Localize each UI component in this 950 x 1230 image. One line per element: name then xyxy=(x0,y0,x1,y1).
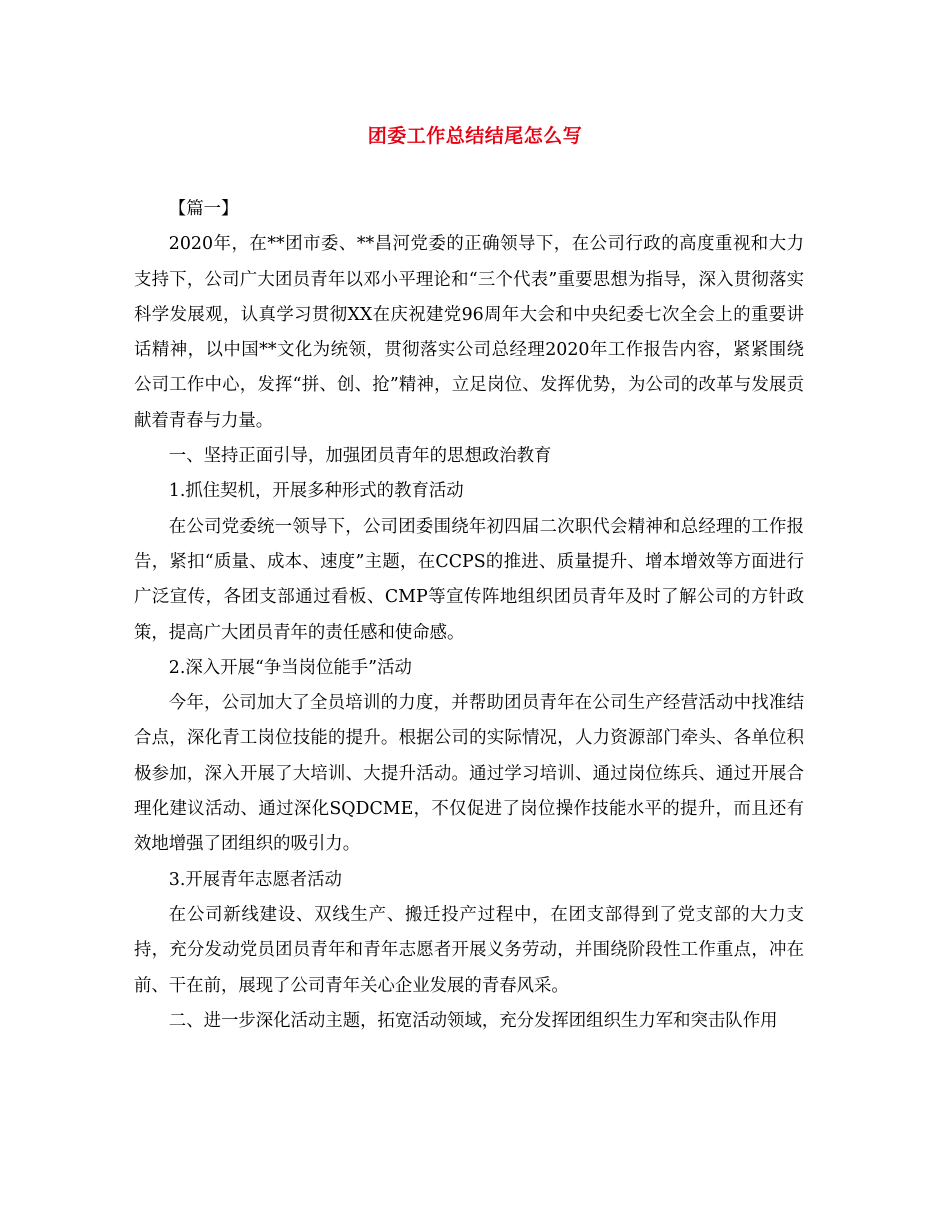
section-heading-part-one: 【篇一】 xyxy=(168,199,239,219)
body-paragraph: 在公司新线建设、双线生产、搬迁投产过程中，在团支部得到了党支部的大力支持，充分发动党员团员青年和青年志愿者开展义务劳动，并围绕阶段性工作重点，冲在前、干在前，展现了公司青年关心企业发展的青春风采。 xyxy=(134,904,804,996)
body-paragraph: 在公司党委统一领导下，公司团委围绕年初四届二次职代会精神和总经理的工作报告，紧扣“质量、成本、速度”主题，在CCPS的推进、质量提升、增本增效等方面进行广泛宣传，各团支部通过看板、CMP等宣传阵地组织团员青年及时了解公司的方针政策，提高广大团员青年的责任感和使命感。 xyxy=(134,516,804,643)
body-paragraph: 今年，公司加大了全员培训的力度，并帮助团员青年在公司生产经营活动中找准结合点，深化青工岗位技能的提升。根据公司的实际情况，人力资源部门牵头、各单位积极参加，深入开展了大培训、大提升活动。通过学习培训、通过岗位练兵、通过开展合理化建议活动、通过深化SQDCME，不仅促进了岗位操作技能水平的提升，而且还有效地增强了团组织的吸引力。 xyxy=(134,693,804,855)
document-title: 团委工作总结结尾怎么写 xyxy=(367,125,583,147)
subsection-heading: 2.深入开展“争当岗位能手”活动 xyxy=(168,657,412,678)
section-heading: 一、坚持正面引导，加强团员青年的思想政治教育 xyxy=(168,446,552,467)
section-heading: 二、进一步深化活动主题，拓宽活动领域，充分发挥团组织生力军和突击队作用 xyxy=(168,1010,778,1031)
document-body xyxy=(134,192,804,1039)
subsection-heading: 3.开展青年志愿者活动 xyxy=(168,869,342,890)
subsection-heading: 1.抓住契机，开展多种形式的教育活动 xyxy=(168,481,464,502)
body-paragraph: 2020年，在**团市委、**昌河党委的正确领导下，在公司行政的高度重视和大力支持下，公司广大团员青年以邓小平理论和“三个代表”重要思想为指导，深入贯彻落实科学发展观，认真学习贯彻XX在庆祝建党96周年大会和中央纪委七次全会上的重要讲话精神，以中国**文化为统领，贯彻落实公司总经理2020年工作报告内容，紧紧围绕公司工作中心，发挥“拼、创、抢”精神，立足岗位、发挥优势，为公司的改革与发展贡献着青春与力量。 xyxy=(134,234,804,431)
